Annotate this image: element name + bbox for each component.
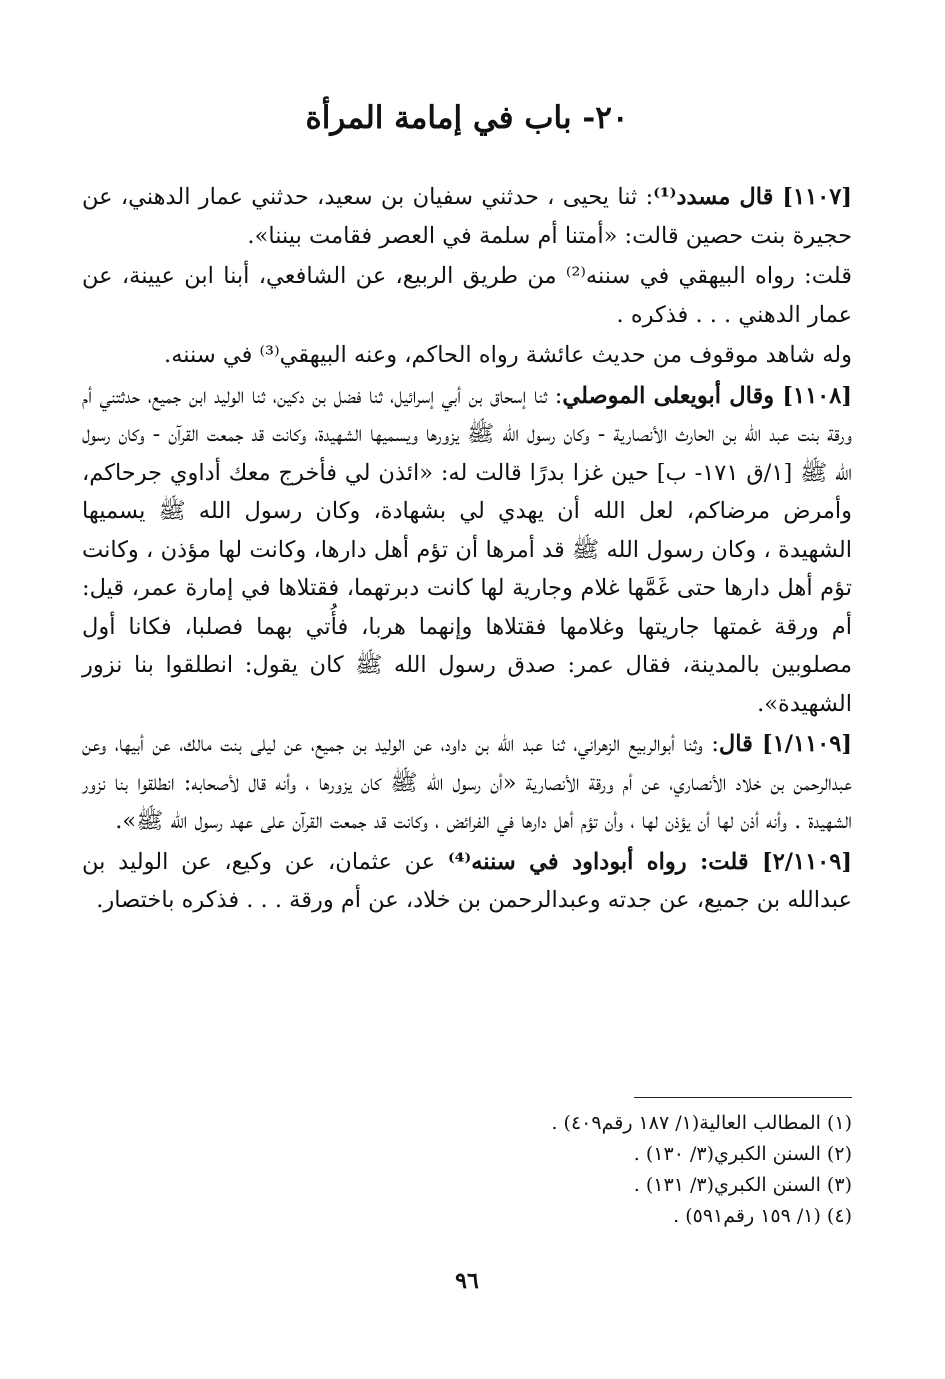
paragraph-lead: [١١٠٨] وقال أبويعلى الموصلي bbox=[562, 382, 852, 409]
paragraph-lead: [١/١١٠٩] قال bbox=[718, 731, 852, 757]
page-number: ٩٦ bbox=[455, 1268, 479, 1294]
footnotes bbox=[82, 1108, 852, 1232]
paragraph-text: عن عثمان، عن وكيع، عن الوليد بن عبدالله بن جميع، عن جدته وعبدالرحمن بن خلاد، عن أم ورقة . . . فذكره باختصار. bbox=[82, 848, 852, 913]
paragraph-lead: [٢/١١٠٩] قلت: رواه أبوداود في سننه⁽⁴⁾ bbox=[447, 848, 852, 875]
paragraph-witness-note bbox=[82, 336, 852, 375]
footnote-1: (١) المطالب العالية(١/ ١٨٧ رقم٤٠٩) . bbox=[551, 1112, 852, 1134]
paragraph-text: : وثنا أبوالربيع الزهراني، ثنا عبد الله بن داود، عن الوليد بن جميع، عن ليلى بنت مالك، عن أبيها، وعن عبدالرحمن بن خلاد الأنصاري، عن أم ورقة الأنصارية «أن رسول الله ﷺ كان يزورها ، وأنه قال لأصحابه: انطلقوا بنا نزور الشهيدة . وأنه أذن لها أن يؤذن لها ، وأن تؤم أهل دارها في الفرائض ، وكانت قد جمعت القرآن على عهد رسول الله ﷺ». bbox=[82, 731, 852, 834]
paragraph-text: : ثنا يحيى ، حدثني سفيان بن سعيد، حدثني عمار الدهني، عن حجيرة بنت حصين قالت: «أمتنا أم سلمة في العصر فقامت بيننا». bbox=[82, 184, 852, 249]
footnote-4: (٤) (١/ ١٥٩ رقم٥٩١) . bbox=[673, 1205, 852, 1227]
paragraph-bayhaqi-note bbox=[82, 257, 852, 334]
paragraph-text: وله شاهد موقوف من حديث عائشة رواه الحاكم، وعنه البيهقي⁽³⁾ في سننه. bbox=[164, 342, 852, 368]
footnote-3: (٣) السنن الكبري(٣/ ١٣١) . bbox=[633, 1174, 852, 1196]
paragraph-text: : ثنا إسحاق بن أبي إسرائيل، ثنا فضل بن دكين، ثنا الوليد ابن جميع، حدثتني أم ورقة بنت عبد الله بن الحارث الأنصارية - وكان رسول الله ﷺ يزورها ويسميها الشهيدة، وكانت قد جمعت القرآن - وكان رسول الله ﷺ [١/ق ١٧١- ب] حين غزا بدرًا قالت له: «ائذن لي فأخرج معك أداوي جرحاكم، وأمرض مرضاكم، لعل الله أن يهدي لي بشهادة، وكان رسول الله ﷺ يسميها الشهيدة ، وكان رسول الله ﷺ قد أمرها أن تؤم أهل دارها، وكانت لها مؤذن ، وكانت تؤم أهل دارها حتى غَمَّها غلام وجارية لها كانت دبرتهما، فقتلاها في إمارة عمر، قيل: أم ورقة غمتها جاريتها وغلامها فقتلاها وإنهما هربا، فأُتي بهما فصلبا، فكانا أول مصلوبين بالمدينة، فقال عمر: صدق رسول الله ﷺ كان يقول: انطلقوا بنا نزور الشهيدة». bbox=[82, 382, 852, 717]
footnote-2: (٢) السنن الكبري(٣/ ١٣٠) . bbox=[633, 1143, 852, 1165]
footnote-divider bbox=[634, 1097, 852, 1098]
paragraph-1108 bbox=[82, 377, 852, 724]
page-body bbox=[82, 178, 852, 922]
paragraph-1109-2 bbox=[82, 843, 852, 920]
book-page bbox=[82, 0, 852, 1379]
paragraph-1109-1 bbox=[82, 725, 852, 841]
paragraph-text: قلت: رواه البيهقي في سننه⁽²⁾ من طريق الربيع، عن الشافعي، أبنا ابن عيينة، عن عمار الدهني . . . فذكره . bbox=[82, 263, 853, 328]
paragraph-lead: [١١٠٧] قال مسدد⁽¹⁾ bbox=[653, 184, 852, 210]
paragraph-1107 bbox=[82, 178, 852, 255]
chapter-title: ٢٠- باب في إمامة المرأة bbox=[305, 100, 629, 136]
